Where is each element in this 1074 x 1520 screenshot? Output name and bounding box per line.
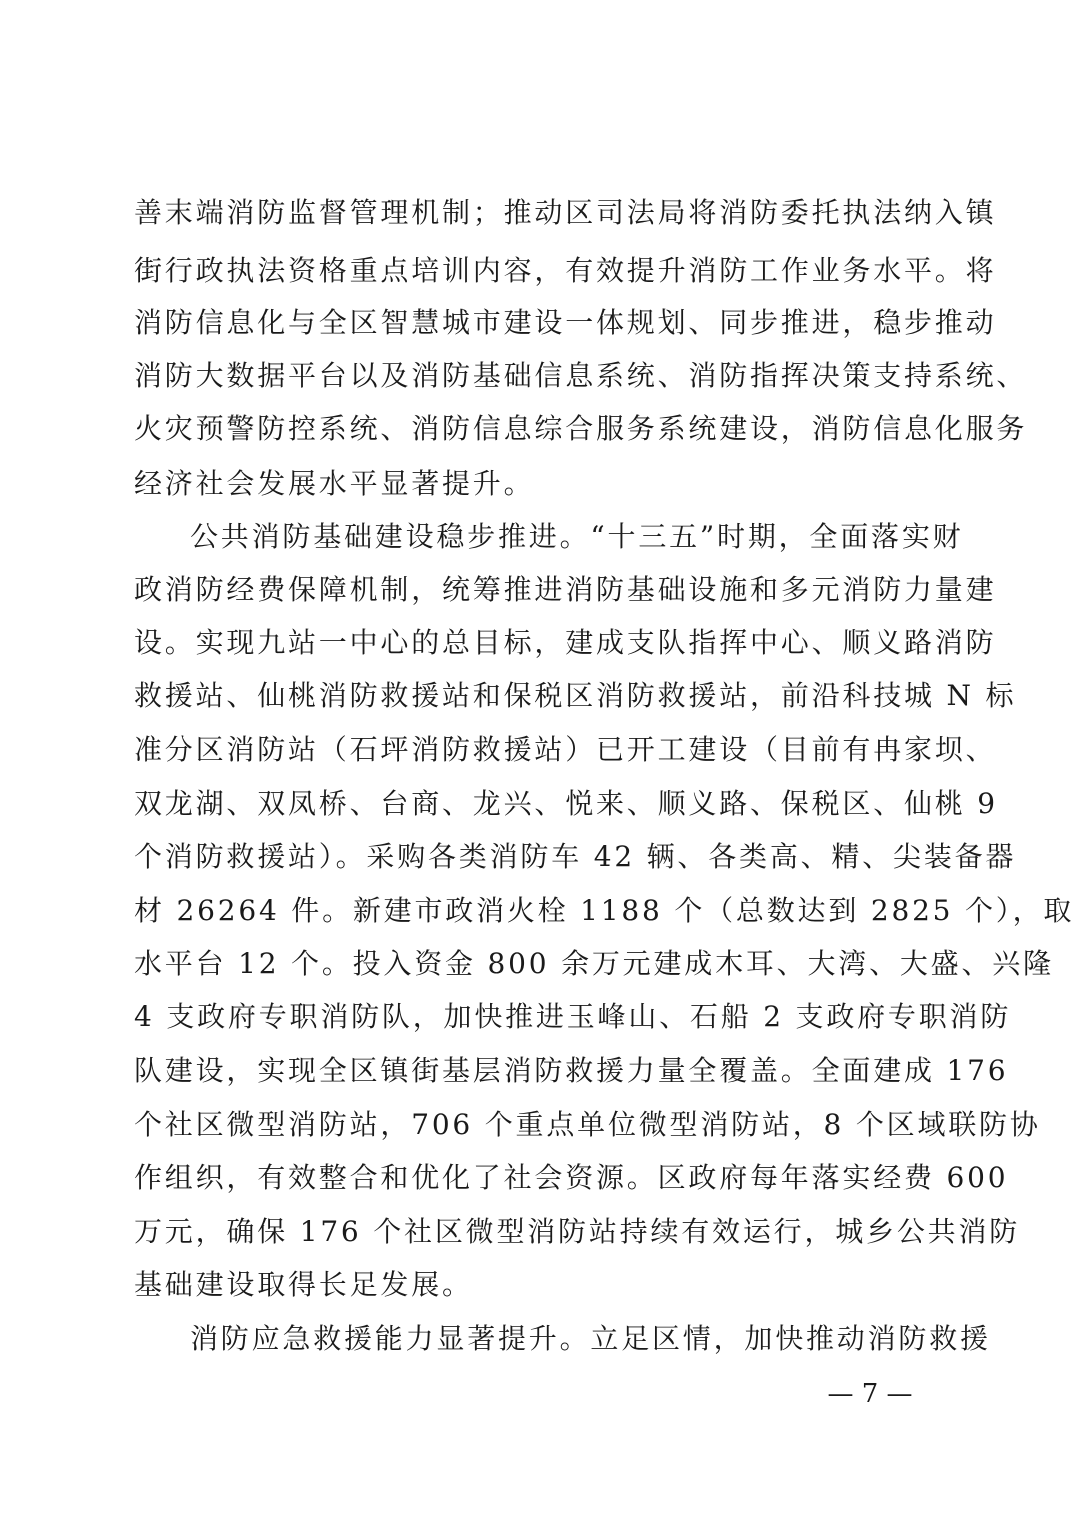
text-line: 双龙湖、双凤桥、台商、龙兴、悦来、顺义路、保税区、仙桃 9 (134, 787, 998, 820)
text-line: 队建设，实现全区镇街基层消防救援力量全覆盖。全面建成 176 (134, 1054, 1009, 1087)
text-line: 火灾预警防控系统、消防信息综合服务系统建设，消防信息化服务 (134, 412, 1028, 445)
text-line: 消防大数据平台以及消防基础信息系统、消防指挥决策支持系统、 (134, 359, 1028, 392)
text-line: 善末端消防监督管理机制；推动区司法局将消防委托执法纳入镇 (134, 196, 997, 229)
text-line: 个社区微型消防站，706 个重点单位微型消防站，8 个区域联防协 (134, 1108, 1041, 1141)
text-line: 经济社会发展水平显著提升。 (134, 467, 535, 500)
text-line: 4 支政府专职消防队，加快推进玉峰山、石船 2 支政府专职消防 (134, 1000, 1012, 1033)
text-line: 作组织，有效整合和优化了社会资源。区政府每年落实经费 600 (134, 1161, 1009, 1194)
text-line: 水平台 12 个。投入资金 800 余万元建成木耳、大湾、大盛、兴隆 (134, 947, 1054, 980)
text-line: 基础建设取得长足发展。 (134, 1268, 473, 1301)
paragraph-first-line: 消防应急救援能力显著提升。立足区情，加快推动消防救援 (190, 1322, 991, 1355)
text-line: 消防信息化与全区智慧城市建设一体规划、同步推进，稳步推动 (134, 306, 997, 339)
text-line: 设。实现九站一中心的总目标，建成支队指挥中心、顺义路消防 (134, 626, 997, 659)
text-line: 政消防经费保障机制，统筹推进消防基础设施和多元消防力量建 (134, 573, 997, 606)
text-line: 救援站、仙桃消防救援站和保税区消防救援站，前沿科技城 N 标 (134, 679, 1017, 712)
text-line: 个消防救援站）。采购各类消防车 42 辆、各类高、精、尖装备器 (134, 840, 1017, 873)
paragraph-first-line: 公共消防基础建设稳步推进。“十三五”时期，全面落实财 (190, 520, 964, 553)
text-line: 准分区消防站（石坪消防救援站）已开工建设（目前有冉家坝、 (134, 733, 997, 766)
page-number: — 7 — (827, 1379, 913, 1409)
text-line: 万元，确保 176 个社区微型消防站持续有效运行，城乡公共消防 (134, 1215, 1021, 1248)
text-line: 材 26264 件。新建市政消火栓 1188 个（总数达到 2825 个），取 (134, 894, 1074, 927)
text-line: 街行政执法资格重点培训内容，有效提升消防工作业务水平。将 (134, 254, 997, 287)
